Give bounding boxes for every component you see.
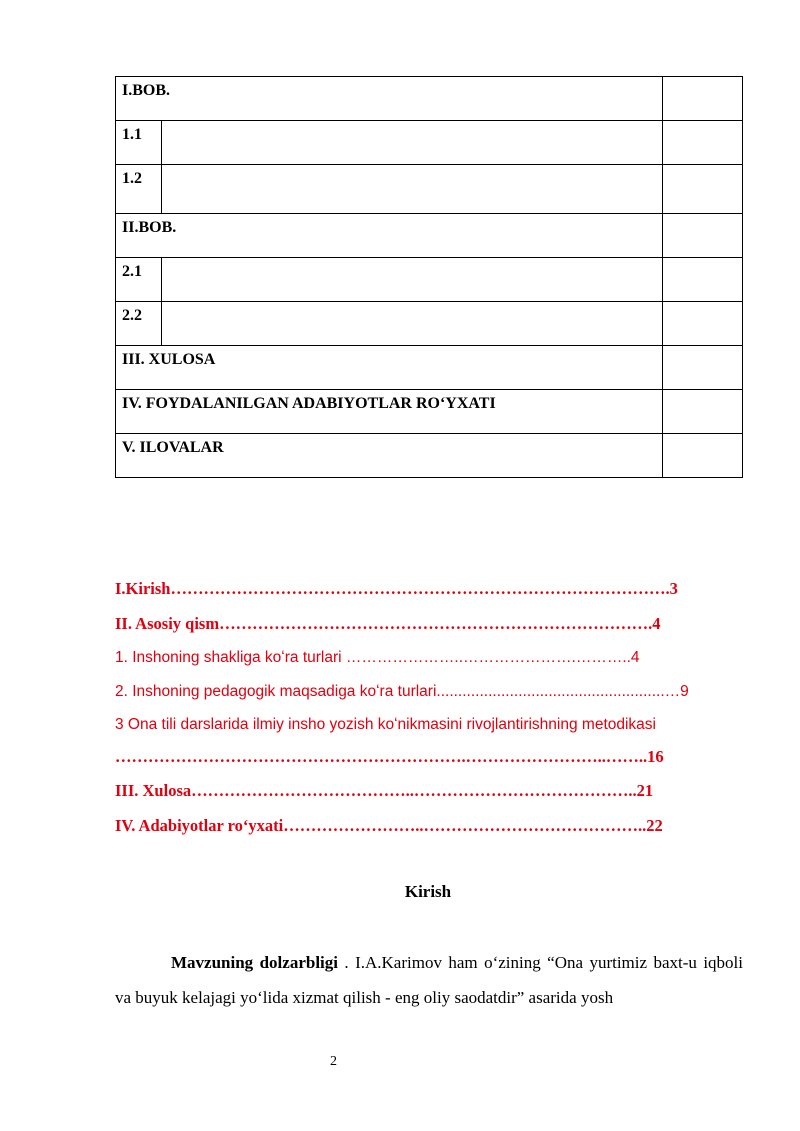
toc-entry-intro[interactable]: I.Kirish……………………………………………………………………………….3 bbox=[115, 579, 678, 598]
outline-section-title bbox=[162, 258, 663, 302]
outline-page-cell bbox=[663, 258, 743, 302]
page-number: 2 bbox=[330, 1054, 337, 1069]
outline-chapter-label: V. ILOVALAR bbox=[122, 439, 224, 456]
outline-chapter-label: III. XULOSA bbox=[122, 351, 216, 368]
outline-section-number: 2.1 bbox=[122, 263, 142, 280]
outline-section-number: 1.2 bbox=[122, 170, 142, 187]
toc-entry-section-3-leader[interactable]: ……………………………………………………….……………………..……..16 bbox=[115, 747, 664, 766]
outline-section-title bbox=[162, 302, 663, 346]
outline-row bbox=[116, 165, 743, 214]
outline-page-cell bbox=[663, 214, 743, 258]
toc-entry-conclusion[interactable]: III. Xulosa…………………………………..…………………………………..21 bbox=[115, 781, 654, 800]
outline-row bbox=[116, 77, 743, 121]
paragraph-lead-term: Mavzuning dolzarbligi bbox=[171, 953, 338, 972]
outline-row bbox=[116, 390, 743, 434]
outline-section-title bbox=[162, 165, 663, 214]
outline-row bbox=[116, 302, 743, 346]
outline-page-cell bbox=[663, 434, 743, 478]
outline-chapter-label: IV. FOYDALANILGAN ADABIYOTLAR ROʻYXATI bbox=[122, 395, 496, 412]
outline-page-cell bbox=[663, 346, 743, 390]
outline-page-cell bbox=[663, 121, 743, 165]
outline-section-number: 1.1 bbox=[122, 126, 142, 143]
outline-section-number: 2.2 bbox=[122, 307, 142, 324]
outline-page-cell bbox=[663, 390, 743, 434]
outline-table bbox=[115, 76, 743, 478]
toc-entry-main-part[interactable]: II. Asosiy qism…………………………………………………………………….4 bbox=[115, 614, 661, 633]
section-heading: Kirish bbox=[404, 882, 452, 901]
outline-page-cell bbox=[663, 302, 743, 346]
outline-section-title bbox=[162, 121, 663, 165]
outline-row bbox=[116, 258, 743, 302]
outline-row bbox=[116, 214, 743, 258]
outline-row bbox=[116, 121, 743, 165]
toc-entry-section-1[interactable]: 1. Inshoning shakliga koʻra turlari …………………..………………….………..4 bbox=[115, 649, 640, 666]
outline-chapter-label: I.BOB. bbox=[122, 82, 171, 99]
toc-entry-references[interactable]: IV. Adabiyotlar roʻyxati……………………..…………………………………..22 bbox=[115, 816, 663, 835]
outline-chapter-label: II.BOB. bbox=[122, 219, 177, 236]
toc-entry-section-2[interactable]: 2. Inshoning pedagogik maqsadiga koʻra turlari.....................................................…9 bbox=[115, 683, 689, 700]
outline-row bbox=[116, 434, 743, 478]
intro-paragraph bbox=[115, 945, 743, 1015]
paragraph-text: . I.A.Karimov ham oʻzining “Ona yurtimiz baxt-u iqboli va buyuk kelajagi yoʻlida xizmat qilish - eng oliy saodatdir” asarida yosh bbox=[115, 953, 743, 1007]
outline-row bbox=[116, 346, 743, 390]
toc-entry-section-3[interactable]: 3 Ona tili darslarida ilmiy insho yozish koʻnikmasini rivojlantirishning metodikasi bbox=[115, 716, 656, 733]
outline-page-cell bbox=[663, 77, 743, 121]
outline-page-cell bbox=[663, 165, 743, 214]
